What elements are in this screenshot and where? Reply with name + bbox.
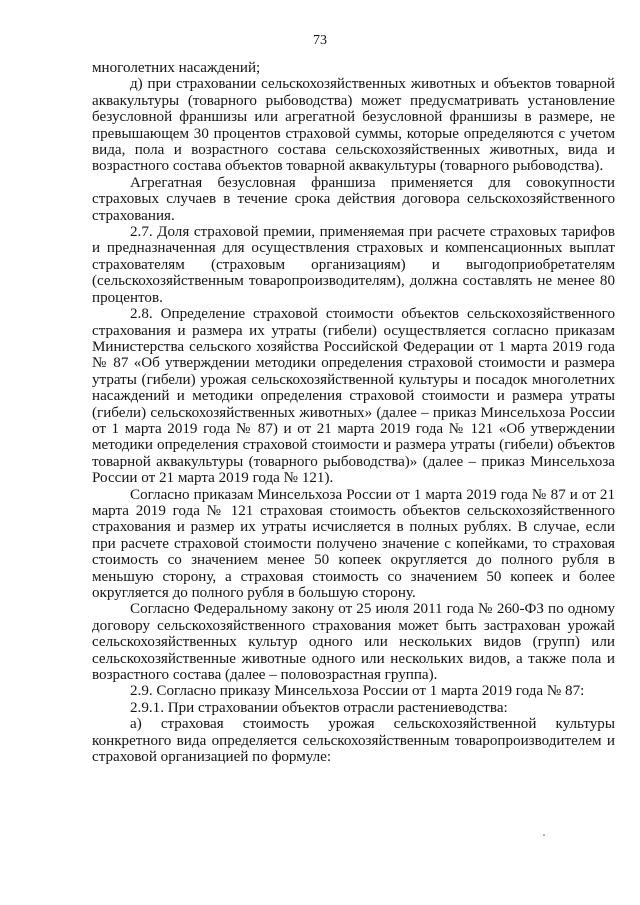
page-number: 73 <box>313 33 327 48</box>
paragraph: Согласно приказам Минсельхоза России от 1 марта 2019 года № 87 и от 21 марта 2019 года № 121 страховая стоимость объектов сельскохозяйственного страхования и размер их утраты исчисляется в полных рублях. В случае, если при расчете страховой стоимости получено значение с копейками, то страховая стоимость со значением менее 50 копеек округляется до полного рубля в меньшую сторону, а страховая стоимость со значением 50 копеек и более округляется до полного рубля в большую сторону. <box>92 486 615 601</box>
paragraph: Согласно Федеральному закону от 25 июля 2011 года № 260-ФЗ по одному договору сельскохозяйственного страхования может быть застрахован урожай сельскохозяйственных культур одного или нескольких видов (групп) или сельскохозяйственные животные одного или нескольких видов, а также пола и возрастного состава (далее – половозрастная группа). <box>92 601 615 684</box>
scan-speck <box>543 834 545 836</box>
paragraph: а) страховая стоимость урожая сельскохозяйственной культуры конкретного вида определяется сельскохозяйственным товаропроизводителем и страховой организацией по формуле: <box>92 716 615 766</box>
paragraph: многолетних насаждений; <box>92 60 261 76</box>
paragraph: 2.9.1. При страховании объектов отрасли растениеводства: <box>130 699 508 716</box>
paragraph: 2.7. Доля страховой премии, применяемая при расчете страховых тарифов и предназначенная для осуществления страховых и компенсационных выплат страхователям (страховым организациям) и выгодоприобретателям (сельскохозяйственным товаропроизводителям), должна составлять не менее 80 процентов. <box>92 224 615 306</box>
paragraph: 2.8. Определение страховой стоимости объектов сельскохозяйственного страхования и размера их утраты (гибели) осуществляется согласно приказам Министерства сельского хозяйства Российской Федерации от 1 марта 2019 года № 87 «Об утверждении методики определения страховой стоимости и размера утраты (гибели) урожая сельскохозяйственной культуры и посадок многолетних насаждений и методики определения страховой стоимости и размера утраты (гибели) сельскохозяйственных животных» (далее – приказ Минсельхоза России от 1 марта 2019 года № 87) и от 21 марта 2019 года № 121 «Об утверждении методики определения страховой стоимости и размера утраты (гибели) объектов товарной аквакультуры (товарного рыбоводства)» (далее – приказ Минсельхоза России от 21 марта 2019 года № 121). <box>92 306 615 487</box>
paragraph: 2.9. Согласно приказу Минсельхоза России от 1 марта 2019 года № 87: <box>130 683 585 700</box>
body-text <box>92 60 615 765</box>
paragraph: д) при страховании сельскохозяйственных животных и объектов товарной аквакультуры (товарного рыбоводства) может предусматривать установление безусловной франшизы или агрегатной безусловной франшизы в размере, не превышающем 30 процентов страховой суммы, которые определяются с учетом вида, пола и возрастного состава сельскохозяйственных животных, вида и возрастного состава объектов товарной аквакультуры (товарного рыбоводства). <box>92 76 615 175</box>
paragraph: Агрегатная безусловная франшиза применяется для совокупности страховых случаев в течение срока действия договора сельскохозяйственного страхования. <box>92 174 615 224</box>
